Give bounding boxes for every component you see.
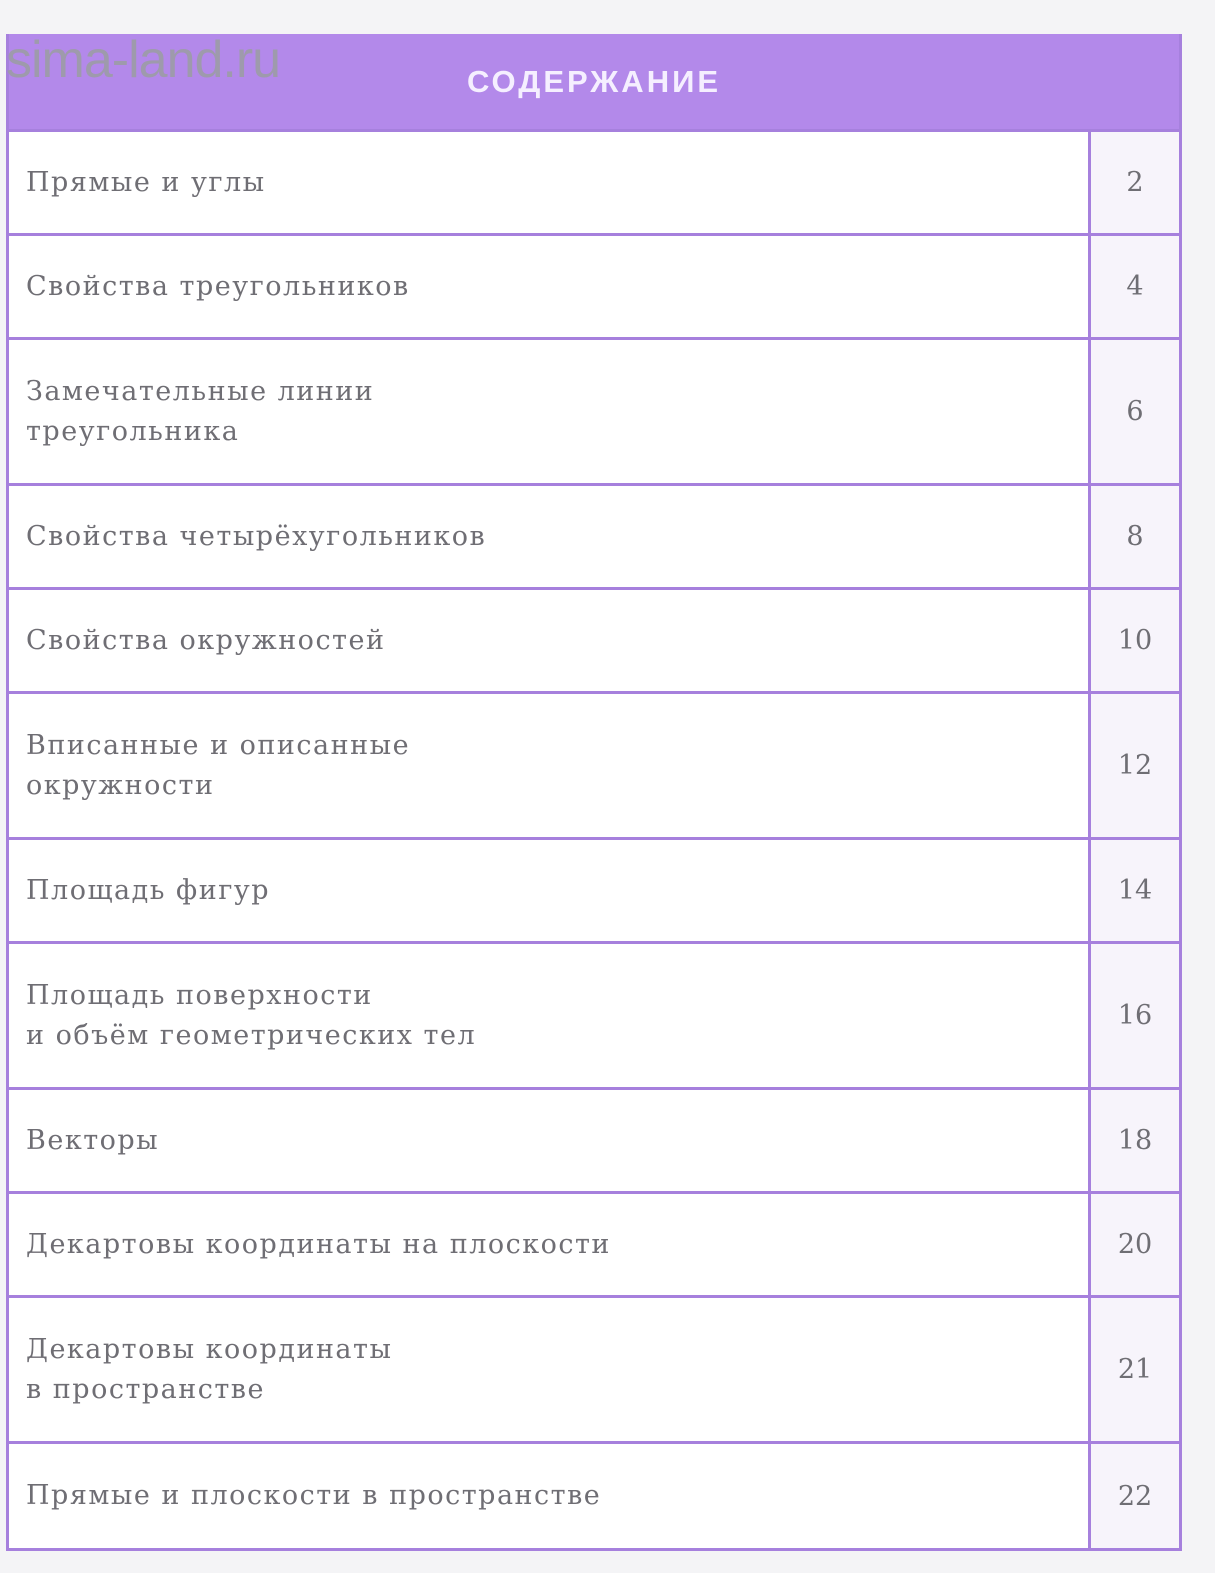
toc-row-label: Свойства четырёхугольников — [9, 486, 1091, 587]
toc-row-label: Декартовы координаты на плоскости — [9, 1194, 1091, 1295]
toc-row — [9, 590, 1179, 694]
toc-row-page: 21 — [1091, 1298, 1179, 1441]
toc-row-label: Вписанные и описанные окружности — [9, 694, 1091, 837]
toc-row-page: 4 — [1091, 236, 1179, 337]
toc-row-page: 12 — [1091, 694, 1179, 837]
toc-row-label: Замечательные линии треугольника — [9, 340, 1091, 483]
toc-row-page: 20 — [1091, 1194, 1179, 1295]
toc-row-label: Площадь поверхности и объём геометрических тел — [9, 944, 1091, 1087]
toc-row-page: 22 — [1091, 1444, 1179, 1548]
toc-row-label: Свойства треугольников — [9, 236, 1091, 337]
toc-row — [9, 1090, 1179, 1194]
table-of-contents — [6, 34, 1182, 1551]
toc-row — [9, 840, 1179, 944]
toc-row — [9, 944, 1179, 1090]
watermark: sima-land.ru — [6, 31, 281, 89]
toc-row — [9, 1444, 1179, 1548]
toc-row-page: 14 — [1091, 840, 1179, 941]
toc-row — [9, 1194, 1179, 1298]
toc-row-page: 16 — [1091, 944, 1179, 1087]
toc-row — [9, 132, 1179, 236]
toc-row — [9, 236, 1179, 340]
toc-row — [9, 486, 1179, 590]
toc-row-label: Прямые и плоскости в пространстве — [9, 1444, 1091, 1548]
toc-row — [9, 1298, 1179, 1444]
toc-row-page: 2 — [1091, 132, 1179, 233]
toc-row-label: Свойства окружностей — [9, 590, 1091, 691]
toc-row-label: Векторы — [9, 1090, 1091, 1191]
toc-row-page: 6 — [1091, 340, 1179, 483]
toc-row — [9, 340, 1179, 486]
toc-row-label: Площадь фигур — [9, 840, 1091, 941]
toc-row-label: Прямые и углы — [9, 132, 1091, 233]
toc-row-label: Декартовы координаты в пространстве — [9, 1298, 1091, 1441]
toc-title: СОДЕРЖАНИЕ — [466, 63, 722, 99]
toc-row-page: 10 — [1091, 590, 1179, 691]
toc-row-page: 8 — [1091, 486, 1179, 587]
toc-row-page: 18 — [1091, 1090, 1179, 1191]
toc-row — [9, 694, 1179, 840]
